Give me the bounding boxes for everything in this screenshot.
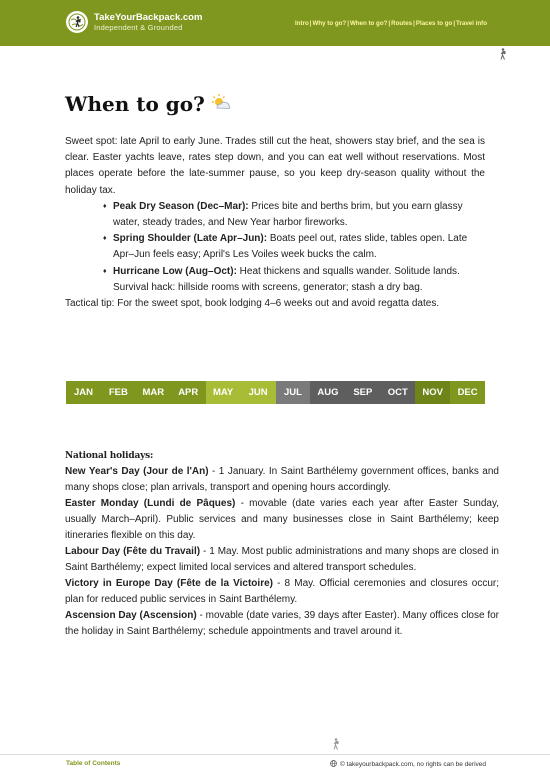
table-of-contents-link[interactable]: Table of Contents [66, 760, 121, 767]
month-dec: DEC [450, 381, 485, 404]
holiday-item [65, 608, 499, 640]
month-feb: FEB [101, 381, 136, 404]
tactical-tip: Tactical tip: For the sweet spot, book lodging 4–6 weeks out and avoid regatta dates. [65, 298, 440, 310]
nav-separator: | [413, 20, 415, 27]
footer-copyright [330, 760, 486, 769]
intro-paragraph: Sweet spot: late April to early June. Trades still cut the heat, showers stay brief, and the sea is clear. Easter yachts leave, rates step down, and you can eat well without reservations. Most places operate before the late-summer pause, so you keep dry-season quality without the holiday tax. [65, 136, 485, 196]
month-apr: APR [171, 381, 206, 404]
season-list [103, 199, 485, 296]
month-jul: JUL [276, 381, 311, 404]
holiday-item [65, 576, 499, 608]
holiday-name: Easter Monday (Lundi de Pâques) [65, 498, 236, 509]
hiker-icon [331, 737, 341, 755]
holiday-item [65, 496, 499, 544]
nav-intro[interactable]: Intro [295, 20, 309, 27]
sun-cloud-icon [211, 92, 231, 116]
month-sep: SEP [345, 381, 380, 404]
brand-tagline: Independent & Grounded [94, 23, 183, 32]
holiday-item [65, 464, 499, 496]
when-to-go-section [65, 134, 485, 312]
season-description: Heat thickens and squalls wander. Solitude lands. Survival hack: hillside rooms with screens, generator; stash a dry bag. [113, 265, 460, 293]
month-mar: MAR [136, 381, 171, 404]
holiday-description: - 8 May. Official ceremonies and closures occur; plan for reduced public services in Saint Barthélemy. [65, 578, 499, 605]
hiker-globe-icon [66, 11, 88, 33]
holiday-description: - 1 May. Most public administrations and many shops are closed in Saint Barthélemy; expect limited local services and altered transport schedules. [65, 546, 499, 573]
nav-separator: | [309, 20, 312, 27]
season-item [103, 264, 485, 296]
month-jan: JAN [66, 381, 101, 404]
page-title-text: When to go? [65, 92, 205, 116]
month-aug: AUG [310, 381, 345, 404]
month-may: MAY [206, 381, 241, 404]
footer-divider [0, 754, 550, 755]
season-description: Boats peel out, rates slide, tables open. Late Apr–Jun feels easy; April's Les Voiles week bucks the calm. [113, 233, 468, 261]
top-nav [295, 20, 487, 27]
nav-separator: | [388, 20, 391, 27]
nav-why-to-go[interactable]: Why to go? [312, 20, 347, 27]
header-bar [0, 0, 550, 46]
page-title [65, 92, 231, 116]
nav-travel-info[interactable]: Travel info [456, 20, 487, 27]
nav-separator: | [453, 20, 456, 27]
hiker-icon [498, 47, 508, 65]
nav-places-to-go[interactable]: Places to go [415, 20, 453, 27]
holiday-description: - 1 January. In Saint Barthélemy government offices, banks and many shops close; plan arrivals, transport and opening hours accordingly. [65, 466, 499, 493]
holiday-name: Ascension Day (Ascension) [65, 610, 197, 621]
month-nov: NOV [415, 381, 450, 404]
national-holidays-section [65, 448, 499, 640]
holiday-name: Victory in Europe Day (Fête de la Victoire) [65, 578, 273, 589]
month-oct: OCT [380, 381, 415, 404]
holiday-description: - movable (date varies each year after Easter Sunday, usually March–April). Public services and many businesses close in Saint Barthélemy; keep itineraries flexible on this day. [65, 498, 499, 541]
copyright-text: © takeyourbackpack.com, no rights can be derived [339, 761, 486, 768]
site-logo[interactable] [66, 11, 202, 33]
season-item [103, 231, 485, 263]
nav-when-to-go[interactable]: When to go? [349, 20, 388, 27]
season-name: Peak Dry Season (Dec–Mar): [113, 200, 249, 212]
nav-routes[interactable]: Routes [391, 20, 413, 27]
season-name: Hurricane Low (Aug–Oct): [113, 265, 237, 277]
season-item [103, 199, 485, 231]
nav-separator: | [347, 20, 349, 27]
season-description: Prices bite and berths brim, but you earn glassy water, steady trades, and New Year harbor fireworks. [113, 200, 463, 229]
month-jun: JUN [241, 381, 276, 404]
holidays-heading: National holidays: [65, 451, 154, 461]
holiday-name: Labour Day (Fête du Travail) [65, 546, 201, 557]
holiday-item [65, 544, 499, 576]
holiday-name: New Year's Day (Jour de l'An) [65, 466, 209, 477]
holiday-description: - movable (date varies, 39 days after Easter). Many offices close for the holiday in Saint Barthélemy; schedule appointments and travel around it. [65, 610, 499, 637]
brand-name: TakeYourBackpack.com [94, 11, 203, 23]
season-name: Spring Shoulder (Late Apr–Jun): [113, 233, 268, 245]
month-season-bar [66, 381, 485, 404]
globe-icon [330, 760, 337, 769]
